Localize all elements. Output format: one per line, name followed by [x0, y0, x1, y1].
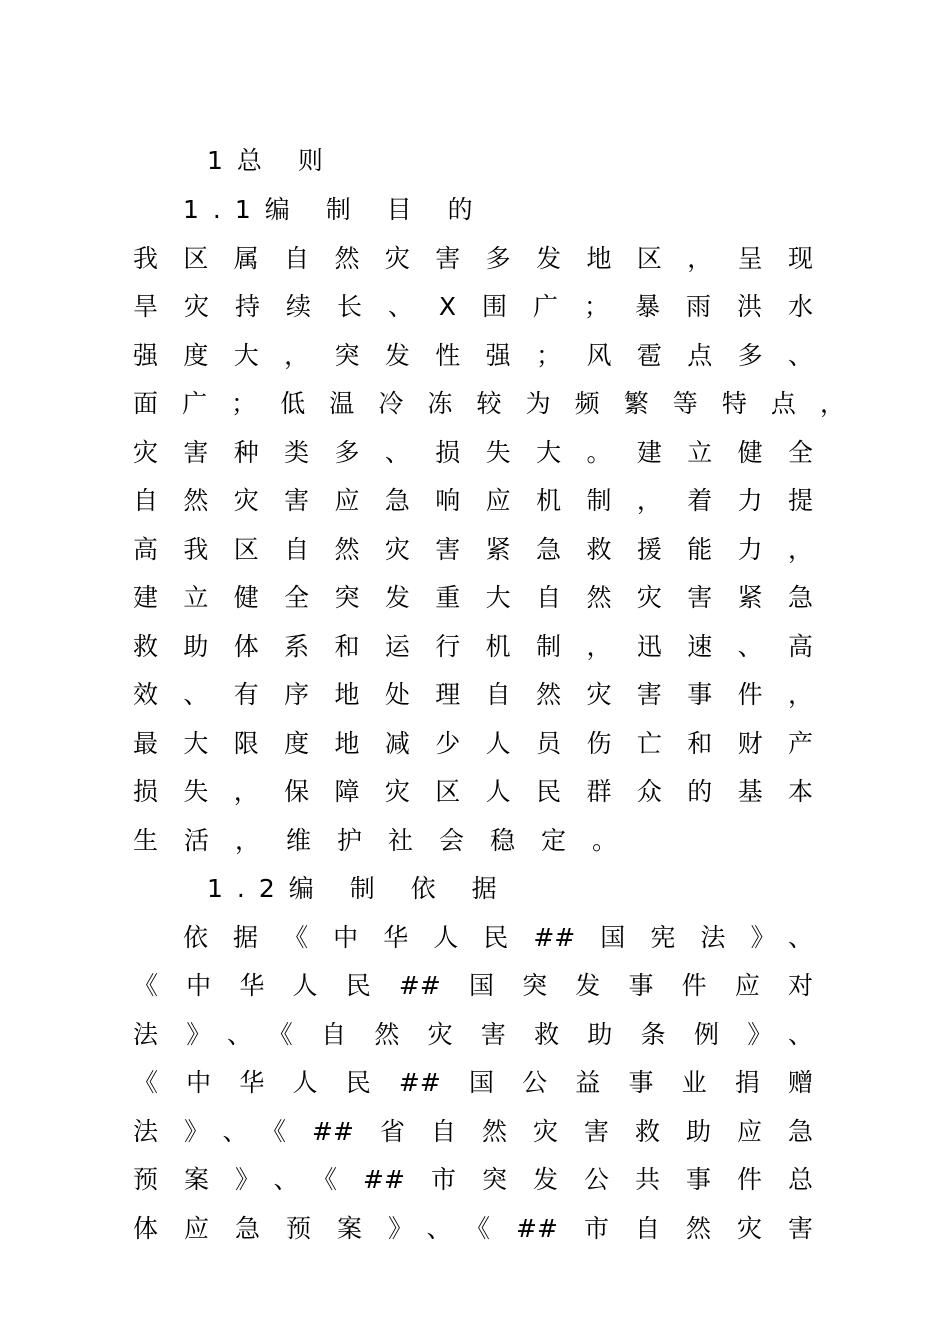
- paragraph-line: 高我区自然灾害紧急救援能力，: [133, 535, 813, 564]
- section-1-2-heading: 1.2编 制 依 据: [207, 874, 511, 903]
- paragraph-line: 灾害种类多、损失大。建立健全: [133, 438, 813, 467]
- paragraph-line: 救助体系和运行机制，迅速、高: [133, 632, 813, 661]
- paragraph-line: 法》、《##省自然灾害救助应急: [133, 1117, 813, 1146]
- paragraph-line: 自然灾害应急响应机制，着力提: [133, 486, 813, 515]
- paragraph-line: 《中华人民##国突发事件应对: [133, 971, 813, 1000]
- paragraph-line: 强度大，突发性强；风雹点多、: [133, 341, 813, 370]
- section-1-heading: 1总 则: [207, 146, 337, 175]
- paragraph-line: 生活，维护社会稳定。: [133, 826, 644, 855]
- paragraph-line: 《中华人民##国公益事业捐赠: [133, 1068, 813, 1097]
- paragraph-line: 依据《中华人民##国宪法》、: [183, 923, 813, 952]
- paragraph-line: 旱灾持续长、X围广；暴雨洪水: [133, 292, 813, 321]
- paragraph-line: 损失，保障灾区人民群众的基本: [133, 777, 813, 806]
- paragraph-line: 预案》、《##市突发公共事件总: [133, 1165, 813, 1194]
- paragraph-line: 体应急预案》、《##市自然灾害: [133, 1214, 813, 1243]
- paragraph-line: 法》、《自然灾害救助条例》、: [133, 1020, 813, 1049]
- section-1-1-heading: 1.1编 制 目 的: [183, 195, 487, 224]
- paragraph-line: 面广；低温冷冻较为频繁等特点，: [133, 389, 845, 418]
- paragraph-line: 我区属自然灾害多发地区，呈现: [133, 244, 813, 273]
- paragraph-line: 最大限度地减少人员伤亡和财产: [133, 729, 813, 758]
- paragraph-line: 效、有序地处理自然灾害事件，: [133, 680, 813, 709]
- paragraph-line: 建立健全突发重大自然灾害紧急: [133, 583, 813, 612]
